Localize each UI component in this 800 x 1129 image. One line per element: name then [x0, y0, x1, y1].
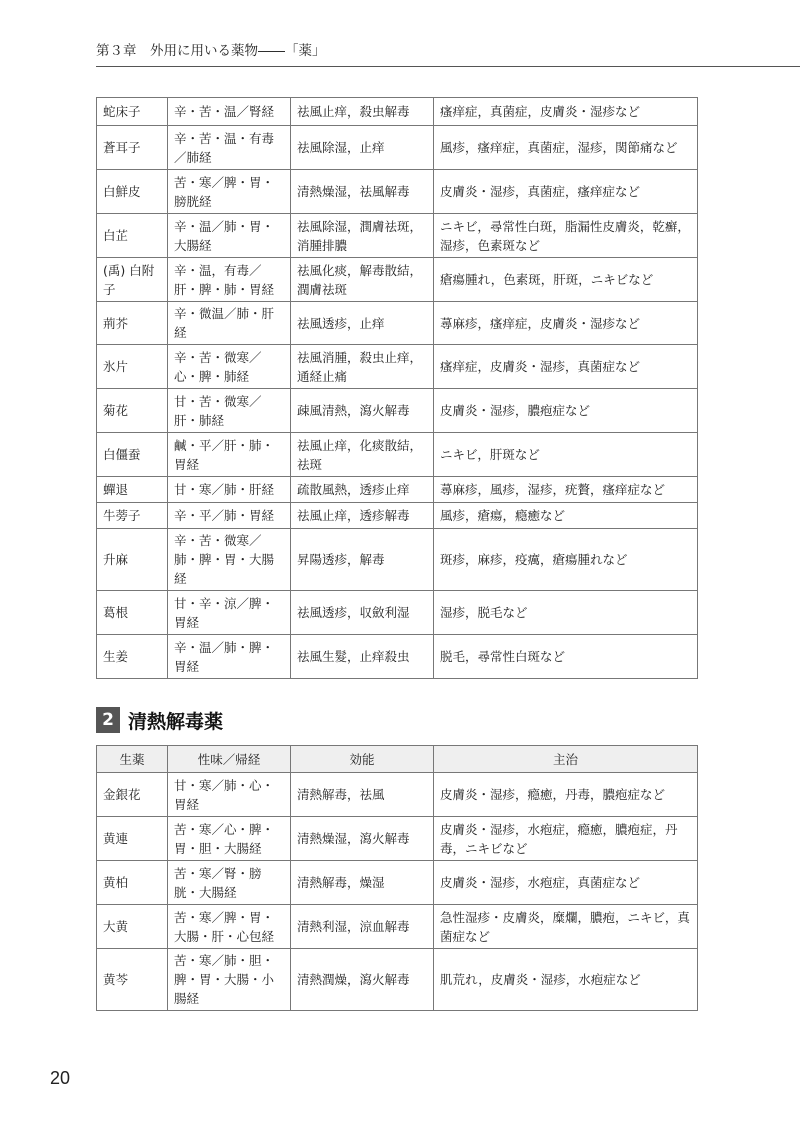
cell-indication: 斑疹，麻疹，疫癘，瘡瘍腫れなど	[434, 529, 698, 591]
cell-efficacy: 祛風除湿，止痒	[291, 126, 434, 170]
cell-nature: 苦・寒／腎・膀胱・大腸経	[168, 861, 291, 905]
header-title: 第３章 外用に用いる薬物――「薬」	[96, 43, 326, 59]
cell-indication: 急性湿疹・皮膚炎，糜爛，膿疱，ニキビ，真菌症など	[434, 905, 698, 949]
header-efficacy: 効能	[291, 746, 434, 773]
herb-table-2	[96, 745, 698, 1011]
section-number: 2	[96, 707, 120, 733]
cell-nature: 辛・温／肺・脾・胃経	[168, 635, 291, 679]
cell-nature: 苦・寒／脾・胃・膀胱経	[168, 170, 291, 214]
cell-name: 黄芩	[97, 949, 168, 1011]
header-nature: 性味／帰経	[168, 746, 291, 773]
section-title: 清熱解毒薬	[128, 710, 224, 733]
cell-nature: 辛・微温／肺・肝経	[168, 302, 291, 345]
cell-name: 升麻	[97, 529, 168, 591]
cell-efficacy: 祛風除湿，潤膚祛斑，消腫排膿	[291, 214, 434, 258]
table-row	[97, 389, 698, 433]
header-name: 生薬	[97, 746, 168, 773]
cell-indication: 脱毛，尋常性白斑など	[434, 635, 698, 679]
header-indication: 主治	[434, 746, 698, 773]
cell-indication: 皮膚炎・湿疹，瘾癒，丹毒，膿疱症など	[434, 773, 698, 817]
cell-indication: 風疹，瘡瘍，瘾癒など	[434, 503, 698, 529]
cell-name: 牛蒡子	[97, 503, 168, 529]
table-row	[97, 477, 698, 503]
cell-name: 白芷	[97, 214, 168, 258]
cell-indication: 皮膚炎・湿疹，水疱症，瘾癒，膿疱症，丹毒，ニキビなど	[434, 817, 698, 861]
cell-nature: 鹹・平／肝・肺・胃経	[168, 433, 291, 477]
cell-nature: 甘・寒／肺・肝経	[168, 477, 291, 503]
cell-nature: 辛・苦・微寒／肺・脾・胃・大腸経	[168, 529, 291, 591]
table-row	[97, 773, 698, 817]
table-row	[97, 258, 698, 302]
cell-indication: 風疹，瘙痒症，真菌症，湿疹，関節痛など	[434, 126, 698, 170]
cell-efficacy: 清熱解毒，燥湿	[291, 861, 434, 905]
cell-name: 蟬退	[97, 477, 168, 503]
table-header-row	[97, 746, 698, 773]
cell-efficacy: 祛風止痒，殺虫解毒	[291, 98, 434, 126]
cell-indication: 瘙痒症，真菌症，皮膚炎・湿疹など	[434, 98, 698, 126]
cell-efficacy: 清熱燥湿，祛風解毒	[291, 170, 434, 214]
cell-efficacy: 祛風透疹，止痒	[291, 302, 434, 345]
cell-name: 金銀花	[97, 773, 168, 817]
table-row	[97, 905, 698, 949]
cell-indication: 肌荒れ，皮膚炎・湿疹，水疱症など	[434, 949, 698, 1011]
page-number: 20	[50, 1068, 71, 1088]
table-row	[97, 591, 698, 635]
cell-nature: 辛・苦・温・有毒／肺経	[168, 126, 291, 170]
cell-nature: 辛・苦・微寒／心・脾・肺経	[168, 345, 291, 389]
cell-indication: 皮膚炎・湿疹，水疱症，真菌症など	[434, 861, 698, 905]
cell-name: 蒼耳子	[97, 126, 168, 170]
cell-efficacy: 疎風清熱，瀉火解毒	[291, 389, 434, 433]
table-row	[97, 503, 698, 529]
table-row	[97, 214, 698, 258]
cell-nature: 辛・平／肺・胃経	[168, 503, 291, 529]
section-heading	[96, 707, 223, 733]
table-row	[97, 170, 698, 214]
cell-name: (禹) 白附子	[97, 258, 168, 302]
cell-nature: 辛・苦・温／腎経	[168, 98, 291, 126]
cell-indication: 蕁麻疹，瘙痒症，皮膚炎・湿疹など	[434, 302, 698, 345]
cell-indication: 蕁麻疹，風疹，湿疹，疣贅，瘙痒症など	[434, 477, 698, 503]
cell-nature: 辛・温／肺・胃・大腸経	[168, 214, 291, 258]
table-row	[97, 861, 698, 905]
cell-nature: 甘・辛・涼／脾・胃経	[168, 591, 291, 635]
table-row	[97, 302, 698, 345]
herb-table-1	[96, 97, 698, 679]
cell-name: 黄連	[97, 817, 168, 861]
cell-name: 荊芥	[97, 302, 168, 345]
cell-name: 生姜	[97, 635, 168, 679]
cell-efficacy: 清熱燥湿，瀉火解毒	[291, 817, 434, 861]
cell-name: 蛇床子	[97, 98, 168, 126]
cell-efficacy: 祛風化痰，解毒散結，潤膚祛斑	[291, 258, 434, 302]
cell-efficacy: 祛風止痒，化痰散結，祛斑	[291, 433, 434, 477]
table-row	[97, 817, 698, 861]
cell-name: 大黄	[97, 905, 168, 949]
cell-efficacy: 疏散風熱，透疹止痒	[291, 477, 434, 503]
cell-nature: 甘・寒／肺・心・胃経	[168, 773, 291, 817]
cell-name: 白僵蚕	[97, 433, 168, 477]
cell-indication: 皮膚炎・湿疹，真菌症，瘙痒症など	[434, 170, 698, 214]
table-row	[97, 345, 698, 389]
cell-efficacy: 清熱利湿，涼血解毒	[291, 905, 434, 949]
cell-nature: 甘・苦・微寒／肝・肺経	[168, 389, 291, 433]
cell-efficacy: 祛風透疹，収斂利湿	[291, 591, 434, 635]
cell-nature: 辛・温，有毒／肝・脾・肺・胃経	[168, 258, 291, 302]
cell-indication: ニキビ，尋常性白斑，脂漏性皮膚炎，乾癬，湿疹，色素斑など	[434, 214, 698, 258]
cell-indication: ニキビ，肝斑など	[434, 433, 698, 477]
cell-efficacy: 清熱潤燥，瀉火解毒	[291, 949, 434, 1011]
running-header	[96, 40, 800, 67]
cell-efficacy: 祛風消腫，殺虫止痒，通経止痛	[291, 345, 434, 389]
cell-nature: 苦・寒／脾・胃・大腸・肝・心包経	[168, 905, 291, 949]
cell-name: 白鮮皮	[97, 170, 168, 214]
table-row	[97, 635, 698, 679]
cell-indication: 瘙痒症，皮膚炎・湿疹，真菌症など	[434, 345, 698, 389]
cell-name: 氷片	[97, 345, 168, 389]
cell-indication: 瘡瘍腫れ，色素斑，肝斑，ニキビなど	[434, 258, 698, 302]
cell-efficacy: 昇陽透疹，解毒	[291, 529, 434, 591]
table-row	[97, 98, 698, 126]
table-row	[97, 433, 698, 477]
cell-efficacy: 祛風生髮，止痒殺虫	[291, 635, 434, 679]
table-row	[97, 126, 698, 170]
cell-name: 菊花	[97, 389, 168, 433]
cell-indication: 皮膚炎・湿疹，膿疱症など	[434, 389, 698, 433]
cell-indication: 湿疹，脱毛など	[434, 591, 698, 635]
cell-nature: 苦・寒／心・脾・胃・胆・大腸経	[168, 817, 291, 861]
cell-name: 葛根	[97, 591, 168, 635]
table-row	[97, 529, 698, 591]
cell-efficacy: 清熱解毒，祛風	[291, 773, 434, 817]
cell-efficacy: 祛風止痒，透疹解毒	[291, 503, 434, 529]
cell-name: 黄柏	[97, 861, 168, 905]
table-row	[97, 949, 698, 1011]
cell-nature: 苦・寒／肺・胆・脾・胃・大腸・小腸経	[168, 949, 291, 1011]
